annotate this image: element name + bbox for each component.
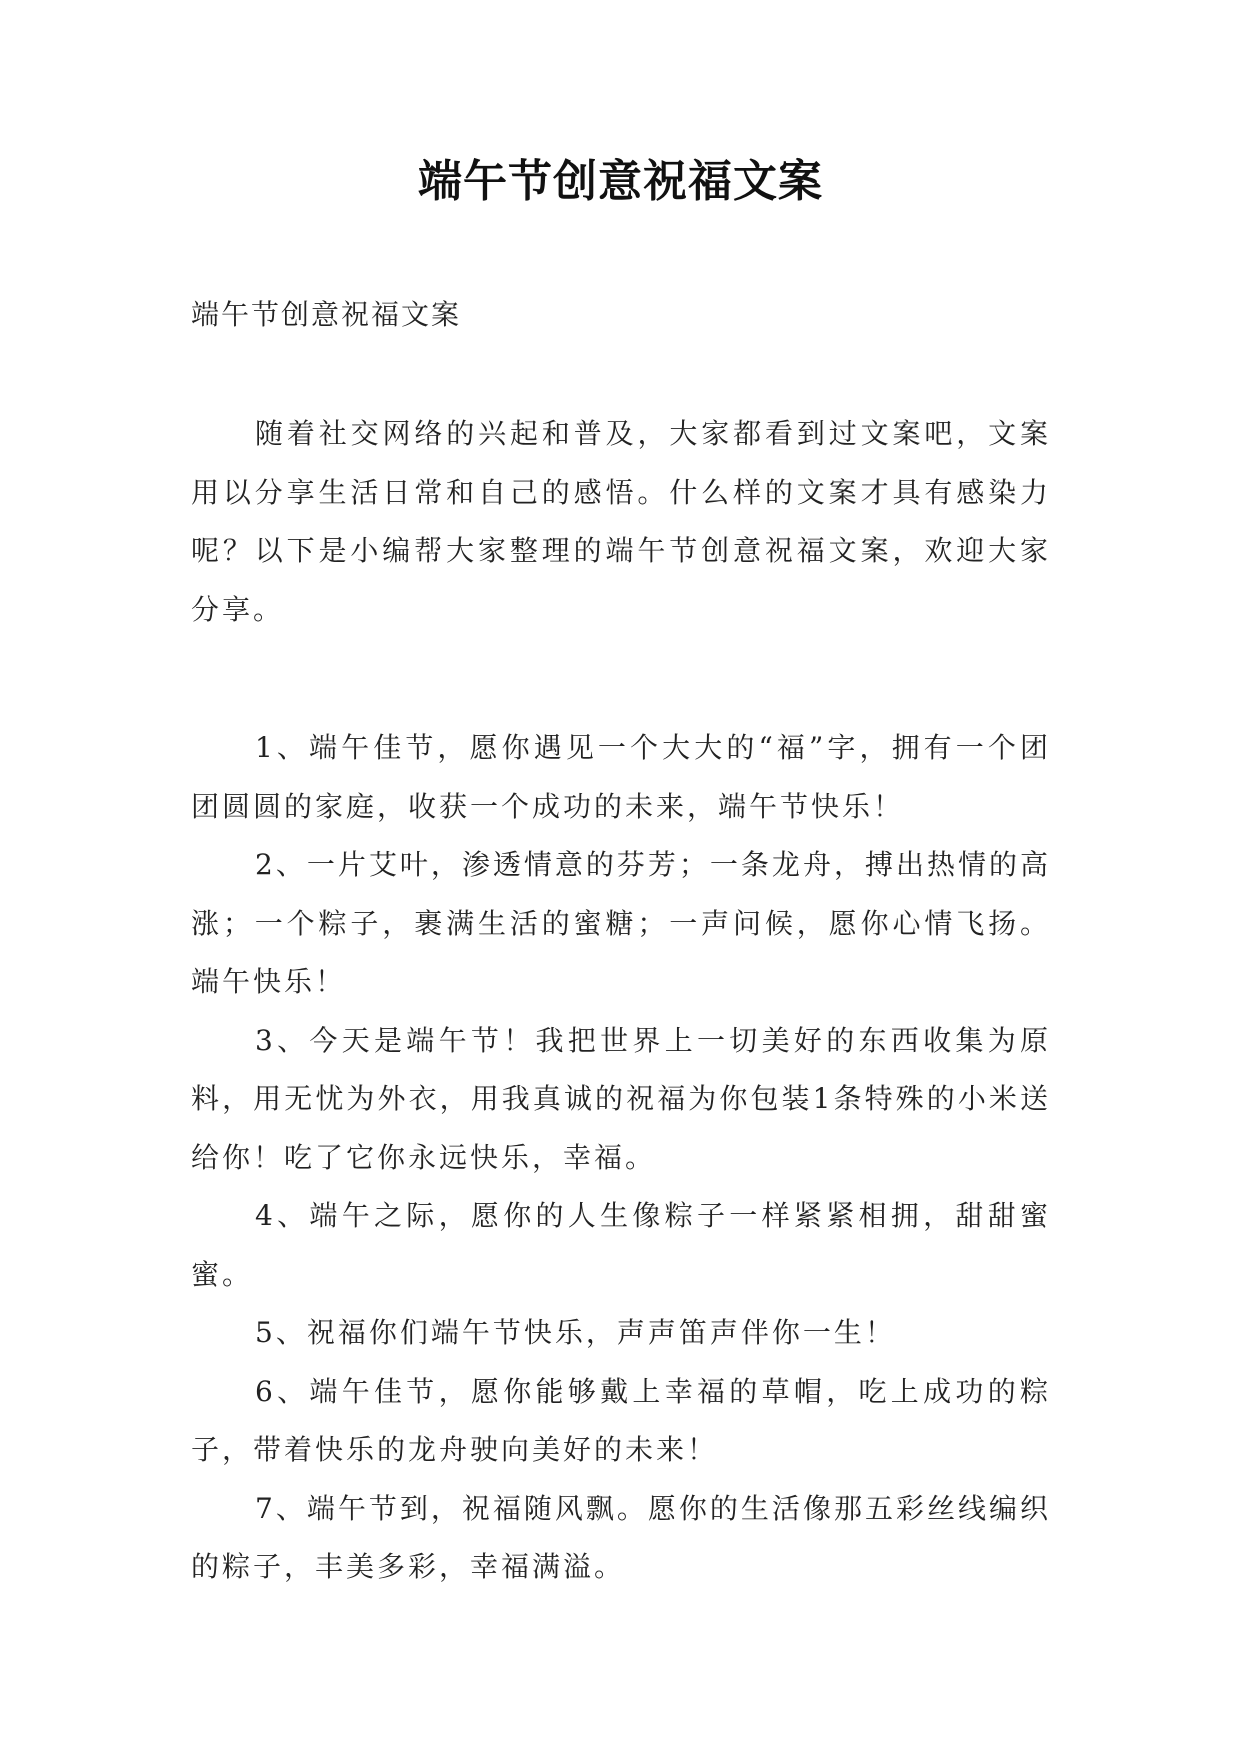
list-item: 1、端午佳节，愿你遇见一个大大的“福”字，拥有一个团团圆圆的家庭，收获一个成功的未来，端午节快乐！ xyxy=(191,731,1051,823)
document-body xyxy=(191,405,1051,1597)
page-title: 端午节创意祝福文案 xyxy=(418,156,823,207)
list-item: 6、端午佳节，愿你能够戴上幸福的草帽，吃上成功的粽子，带着快乐的龙舟驶向美好的未来！ xyxy=(191,1374,1051,1466)
list-item: 4、端午之际，愿你的人生像粽子一样紧紧相拥，甜甜蜜蜜。 xyxy=(191,1199,1051,1291)
list-item: 7、端午节到，祝福随风飘。愿你的生活像那五彩丝线编织的粽子，丰美多彩，幸福满溢。 xyxy=(191,1491,1051,1583)
list-item: 2、一片艾叶，渗透情意的芬芳；一条龙舟，搏出热情的高涨；一个粽子，裹满生活的蜜糖；一声问候，愿你心情飞扬。端午快乐！ xyxy=(191,848,1051,998)
document-subtitle: 端午节创意祝福文案 xyxy=(191,298,462,331)
list-item: 5、祝福你们端午节快乐，声声笛声伴你一生！ xyxy=(255,1316,896,1349)
list-item: 3、今天是端午节！我把世界上一切美好的东西收集为原料，用无忧为外衣，用我真诚的祝福为你包装1条特殊的小米送给你！吃了它你永远快乐，幸福。 xyxy=(191,1023,1051,1174)
intro-paragraph: 随着社交网络的兴起和普及，大家都看到过文案吧，文案用以分享生活日常和自己的感悟。什么样的文案才具有感染力呢？以下是小编帮大家整理的端午节创意祝福文案，欢迎大家分享。 xyxy=(191,417,1051,626)
